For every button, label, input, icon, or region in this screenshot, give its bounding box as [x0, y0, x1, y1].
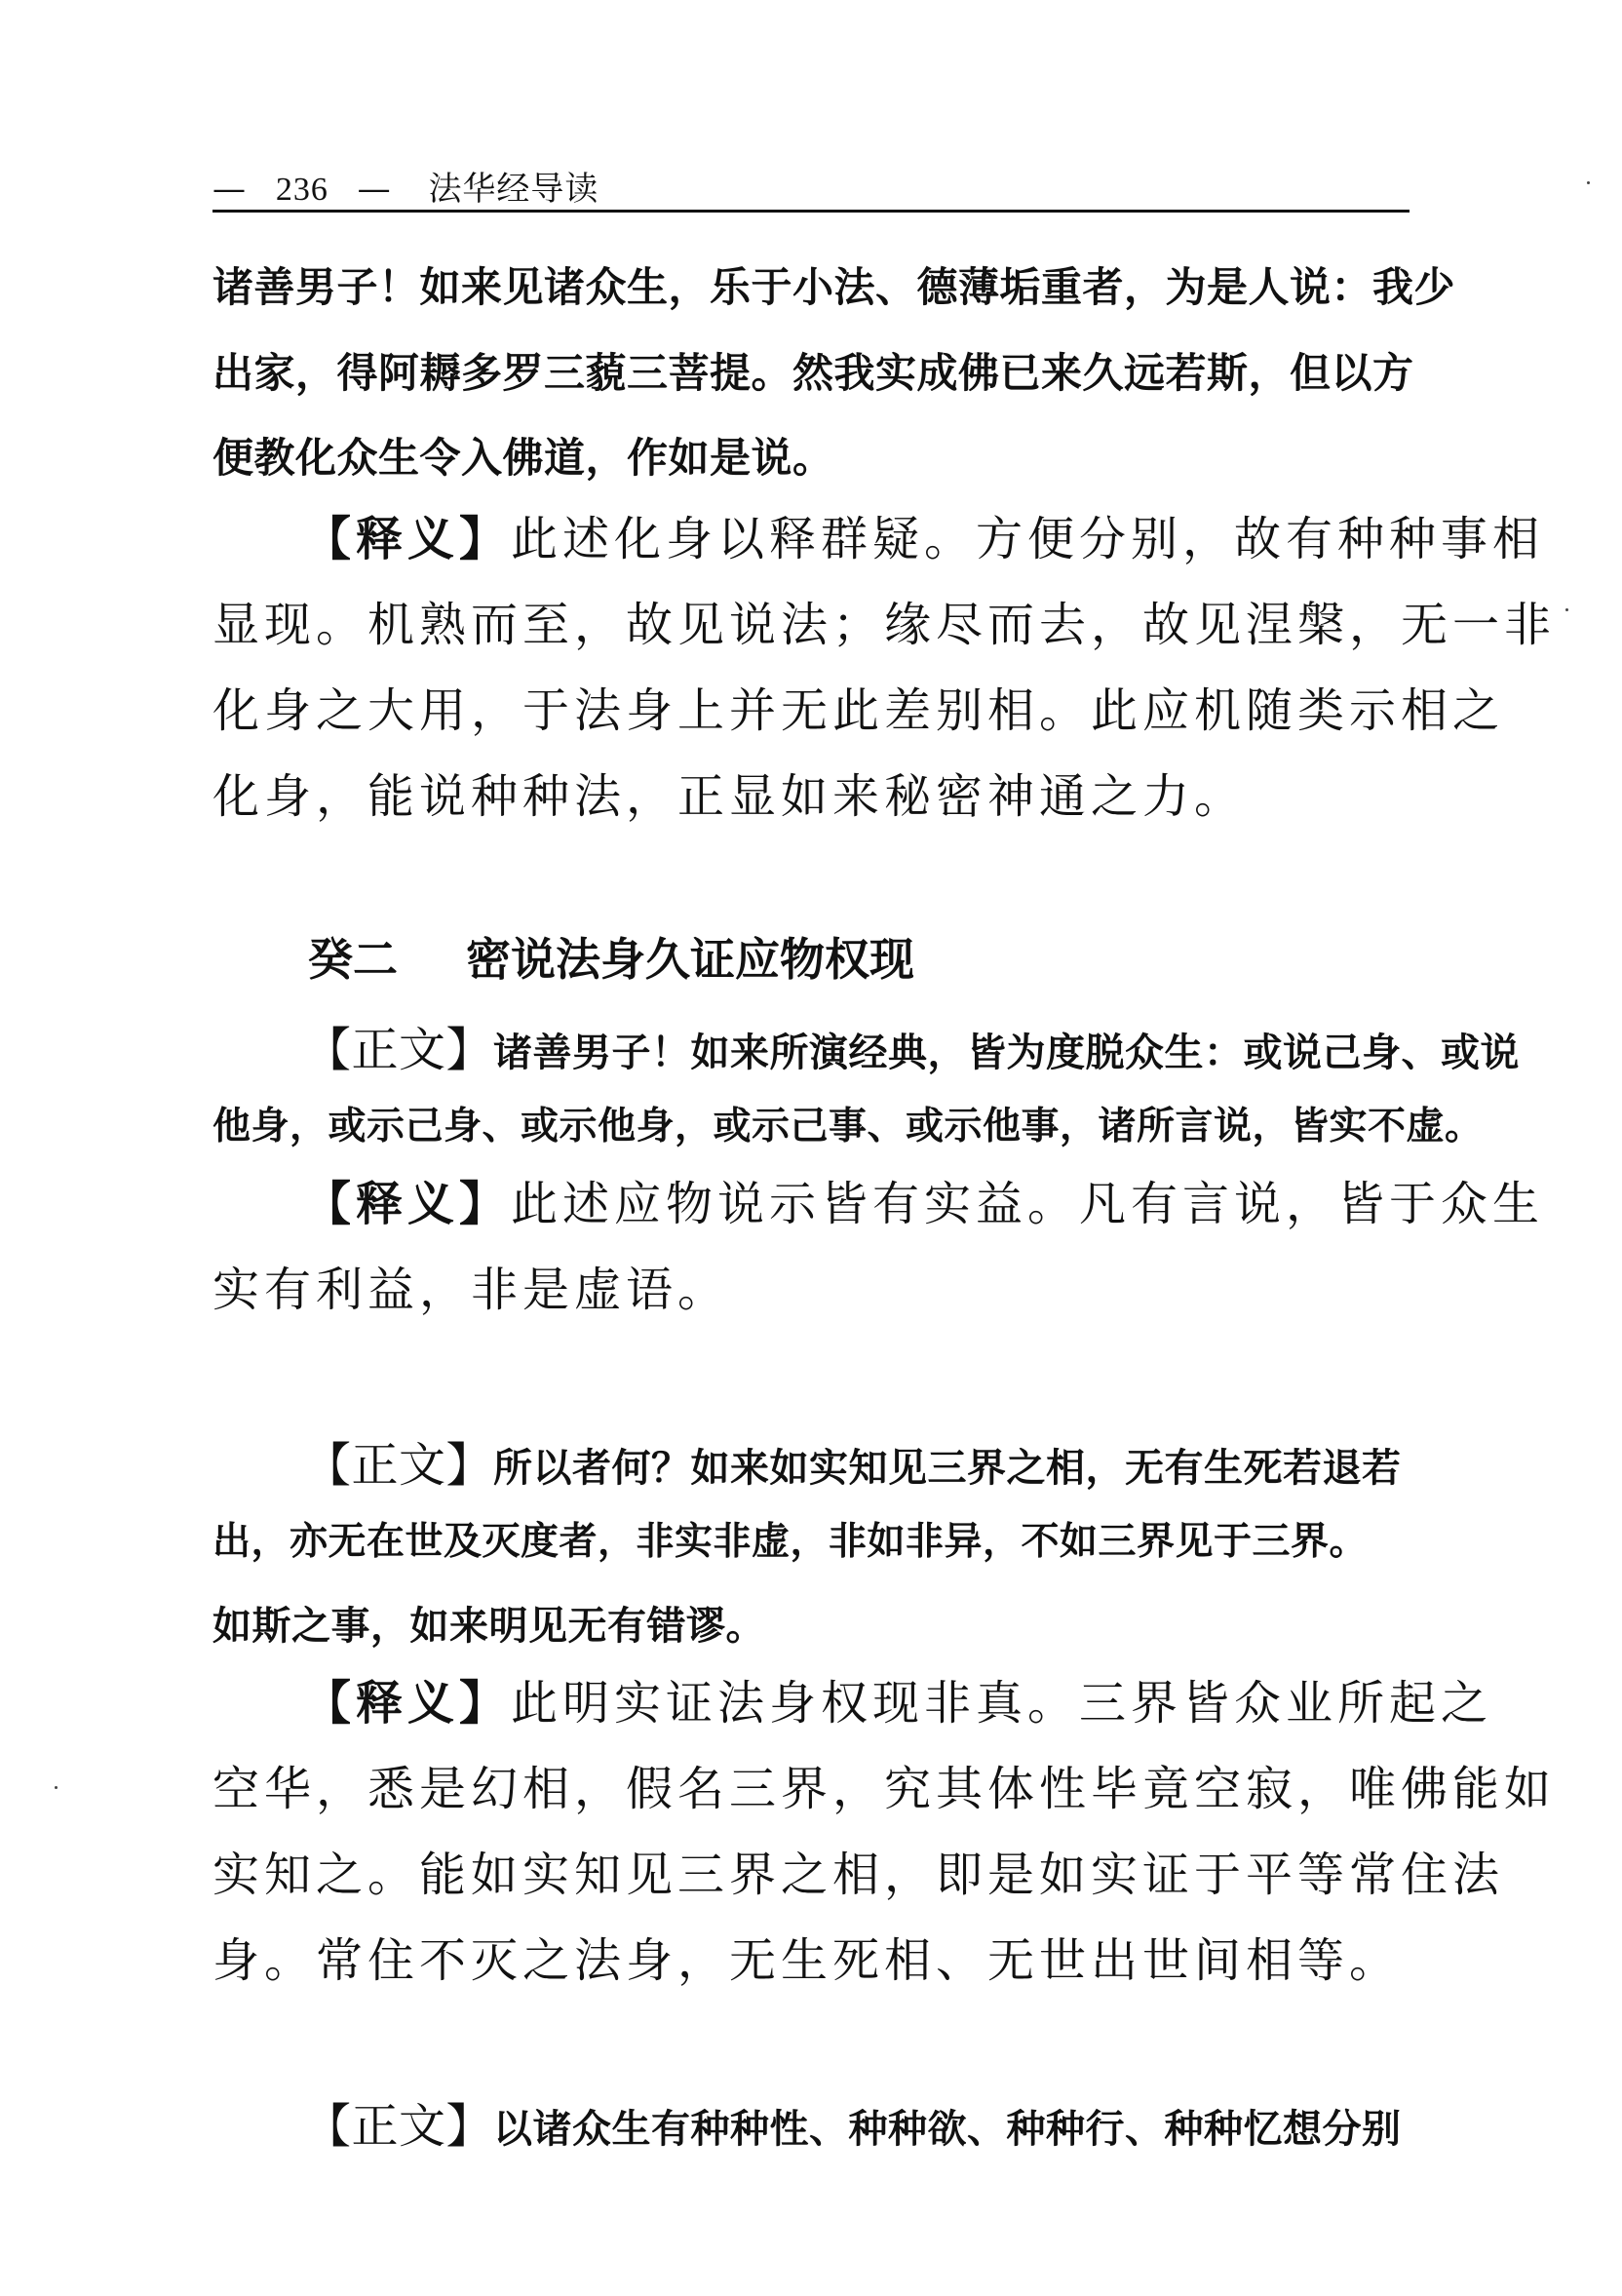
commentary-paragraph [304, 1166, 1544, 1233]
section-number: 癸二 [308, 933, 398, 986]
commentary-line: 此明实证法身权现非真。三界皆众业所起之 [511, 1676, 1493, 1731]
commentary-paragraph [304, 1665, 1492, 1732]
commentary-line: 身。常住不灭之法身，无生死相、无世出世间相等。 [212, 1933, 1402, 1988]
page-number: 236 [275, 172, 328, 208]
section-title: 密说法身久证应物权现 [466, 933, 914, 986]
scan-speck [1587, 181, 1590, 184]
scripture-paragraph [304, 2088, 1402, 2156]
commentary-line: 显现。机熟而至，故见说法；缘尽而去，故见涅槃，无一非 [212, 598, 1557, 652]
scan-speck [1565, 608, 1568, 611]
scripture-paragraph [304, 1012, 1520, 1079]
scripture-label: 【正文】 [304, 1023, 494, 1077]
header-dash-left: — [212, 170, 247, 209]
commentary-line: 实知之。能如实知见三界之相，即是如实证于平等常住法 [212, 1848, 1505, 1902]
book-title: 法华经导读 [428, 170, 599, 209]
commentary-label: 【释义】 [304, 1676, 512, 1731]
scripture-label: 【正文】 [304, 1438, 494, 1493]
header-dash-right: — [357, 170, 392, 209]
scripture-line: 便教化众生令入佛道，作如是说。 [212, 434, 834, 482]
scripture-line: 诸善男子！如来见诸众生，乐于小法、德薄垢重者，为是人说：我少 [212, 263, 1456, 311]
commentary-line: 化身之大用，于法身上并无此差别相。此应机随类示相之 [212, 683, 1505, 738]
scripture-label: 【正文】 [304, 2099, 494, 2154]
page-header [212, 162, 599, 210]
commentary-line: 此述应物说示皆有实益。凡有言说，皆于众生 [511, 1177, 1545, 1231]
commentary-line: 实有利益，非是虚语。 [212, 1263, 730, 1317]
scripture-line: 出，亦无在世及灭度者，非实非虚，非如非异，不如三界见于三界。 [212, 1520, 1369, 1564]
scan-speck [55, 1786, 58, 1789]
scripture-paragraph [304, 1427, 1402, 1495]
header-rule [212, 210, 1410, 213]
commentary-paragraph [304, 501, 1544, 568]
scripture-line: 出家，得阿耨多罗三藐三菩提。然我实成佛已来久远若斯，但以方 [212, 349, 1414, 397]
scripture-line: 所以者何？如来如实知见三界之相，无有生死若退若 [493, 1446, 1402, 1491]
scripture-line: 他身，或示己身、或示他身，或示己事、或示他事，诸所言说，皆实不虚。 [212, 1105, 1484, 1148]
commentary-line: 空华，悉是幻相，假名三界，究其体性毕竟空寂，唯佛能如 [212, 1762, 1557, 1816]
commentary-label: 【释义】 [304, 512, 512, 566]
commentary-line: 此述化身以释群疑。方便分别，故有种种事相 [511, 512, 1545, 566]
scripture-line: 诸善男子！如来所演经典，皆为度脱众生：或说己身、或说 [493, 1031, 1521, 1075]
scripture-line: 如斯之事，如来明见无有错谬。 [212, 1604, 765, 1649]
commentary-label: 【释义】 [304, 1177, 512, 1231]
scripture-line: 以诸众生有种种性、种种欲、种种行、种种忆想分别 [493, 2107, 1402, 2152]
commentary-line: 化身，能说种种法，正显如来秘密神通之力。 [212, 769, 1247, 824]
section-heading [308, 924, 914, 989]
